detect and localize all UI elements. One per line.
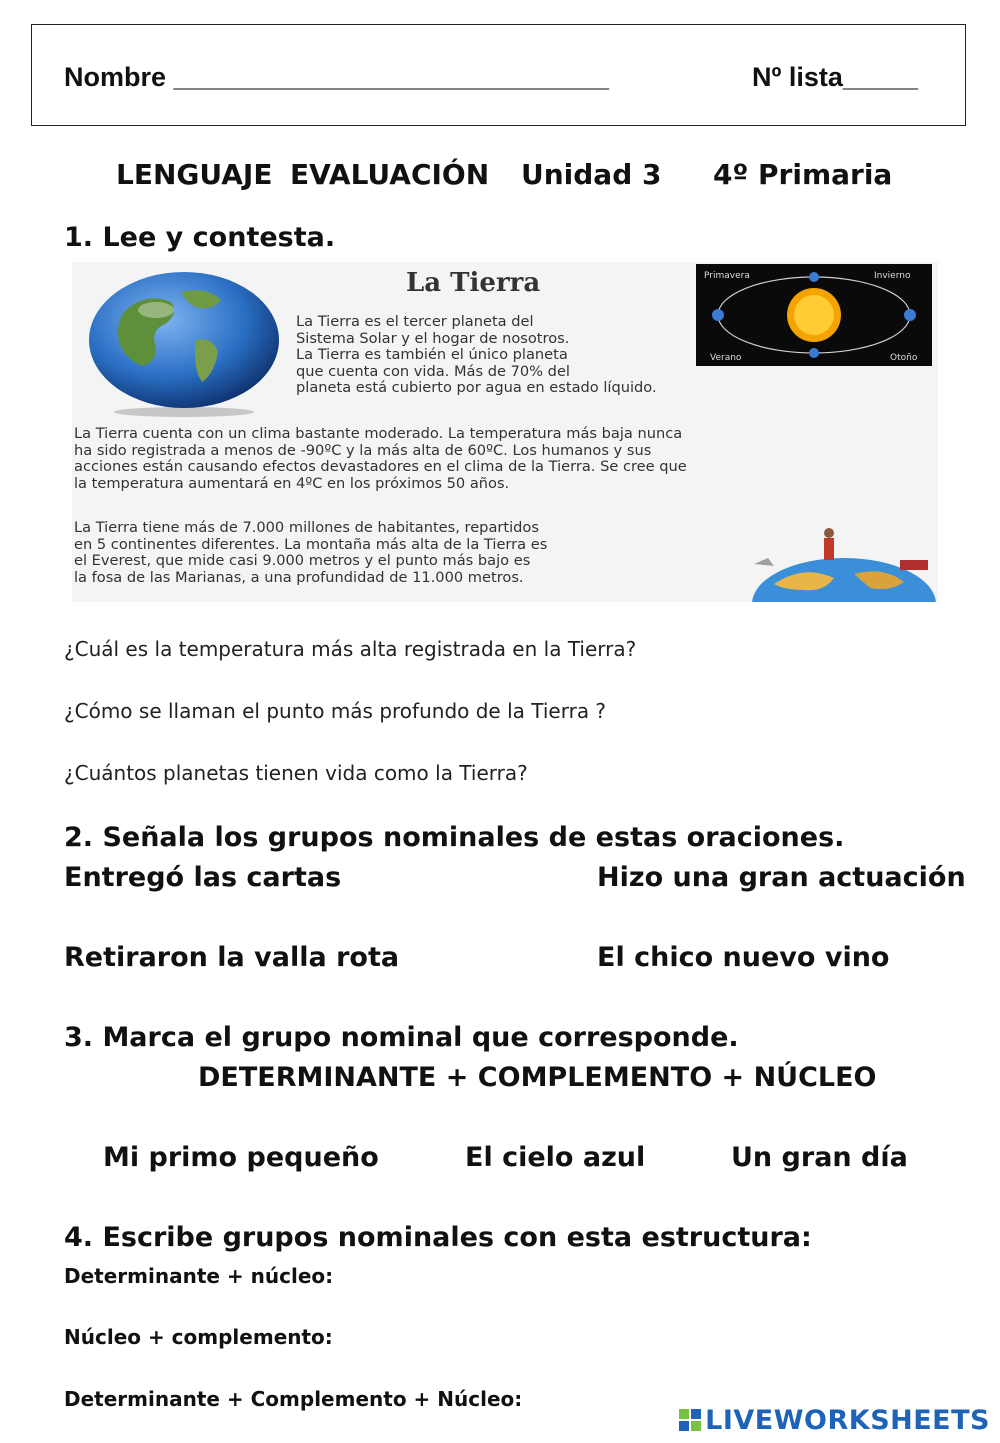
structure-label: DETERMINANTE + COMPLEMENTO + NÚCLEO bbox=[198, 1062, 877, 1093]
sentence-option[interactable]: Hizo una gran actuación bbox=[597, 862, 966, 893]
sentence-option[interactable]: Retiraron la valla rota bbox=[64, 942, 400, 973]
earth-globe-icon bbox=[86, 270, 282, 420]
question-2: ¿Cómo se llaman el punto más profundo de la Tierra ? bbox=[64, 699, 607, 723]
season-label: Invierno bbox=[874, 271, 911, 281]
grade-title: 4º Primaria bbox=[713, 158, 893, 191]
question-3: ¿Cuántos planetas tienen vida como la Tierra? bbox=[64, 761, 528, 785]
seasons-orbit-diagram bbox=[696, 264, 932, 366]
reading-paragraph-3: La Tierra tiene más de 7.000 millones de habitantes, repartidos en 5 continentes diferentes. La montaña más alta de la Tierra es el Everest, que mide casi 9.000 metros y el punto más bajo es la fosa de las Marianas, a una profundidad de 11.000 metros. bbox=[74, 519, 548, 586]
section-2-heading: 2. Señala los grupos nominales de estas oraciones. bbox=[64, 822, 845, 853]
season-label: Verano bbox=[710, 353, 742, 363]
season-label: Primavera bbox=[704, 271, 750, 281]
sentence-option[interactable]: Entregó las cartas bbox=[64, 862, 342, 893]
unit-title: Unidad 3 bbox=[521, 158, 662, 191]
list-number-field-label[interactable]: Nº lista_____ bbox=[752, 62, 918, 92]
nominal-group-option[interactable]: Mi primo pequeño bbox=[103, 1142, 379, 1173]
nominal-group-option[interactable]: El cielo azul bbox=[465, 1142, 646, 1173]
section-1-heading: 1. Lee y contesta. bbox=[64, 222, 336, 253]
reading-paragraph-2: La Tierra cuenta con un clima bastante moderado. La temperatura más baja nunca ha sido registrada a menos de -90ºC y la más alta de 60ºC. Los humanos y sus acciones están causando efectos devastadores en el clima de la Tierra. Se cree que la temperatura aumentará en 4ºC en los próximos 50 años. bbox=[74, 425, 687, 492]
evaluation-title: EVALUACIÓN bbox=[290, 158, 490, 191]
reading-paragraph-1: La Tierra es el tercer planeta del Sistema Solar y el hogar de nosotros. La Tierra es también el único planeta que cuenta con vida. Más de 70% del planeta está cubierto por agua en estado líquido. bbox=[296, 313, 657, 396]
reading-image bbox=[72, 262, 938, 602]
liveworksheets-logo bbox=[679, 1405, 990, 1436]
structure-prompt-3: Determinante + Complemento + Núcleo: bbox=[64, 1387, 523, 1411]
question-1: ¿Cuál es la temperatura más alta registrada en la Tierra? bbox=[64, 637, 637, 661]
sentence-option[interactable]: El chico nuevo vino bbox=[597, 942, 890, 973]
logo-text: LIVEWORKSHEETS bbox=[705, 1405, 990, 1436]
structure-prompt-1: Determinante + núcleo: bbox=[64, 1264, 334, 1288]
subject-title: LENGUAJE bbox=[116, 158, 273, 191]
season-label: Otoño bbox=[890, 353, 918, 363]
reading-title: La Tierra bbox=[406, 268, 541, 298]
name-field-label[interactable]: Nombre _____________________________ bbox=[64, 62, 609, 92]
structure-prompt-2: Núcleo + complemento: bbox=[64, 1325, 333, 1349]
nominal-group-option[interactable]: Un gran día bbox=[731, 1142, 908, 1173]
section-4-heading: 4. Escribe grupos nominales con esta estructura: bbox=[64, 1222, 812, 1253]
section-3-heading: 3. Marca el grupo nominal que corresponde. bbox=[64, 1022, 739, 1053]
logo-grid-icon bbox=[679, 1409, 701, 1431]
world-people-illustration bbox=[724, 524, 938, 602]
